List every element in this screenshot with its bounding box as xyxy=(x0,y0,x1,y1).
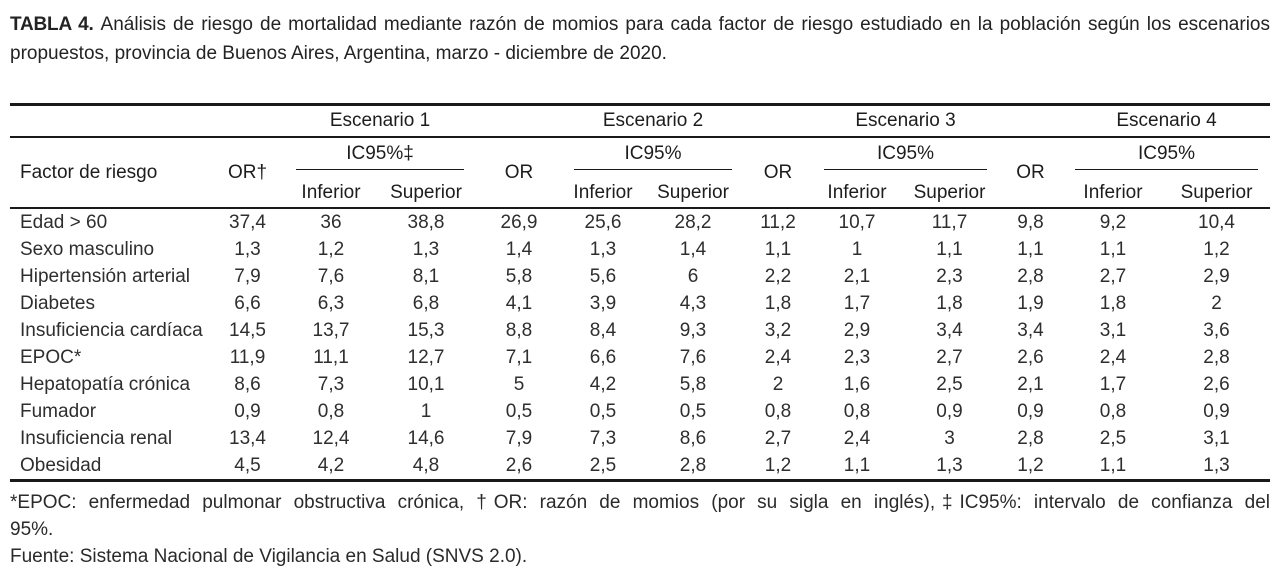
value-cell: 28,2 xyxy=(643,208,743,236)
value-cell: 3,6 xyxy=(1203,319,1230,341)
value-cell: 2,8 xyxy=(679,454,707,476)
value-cell: 4,1 xyxy=(505,292,533,314)
value-cell: 2,5 xyxy=(936,373,963,395)
value-cell: 3,1 xyxy=(1099,319,1127,341)
value-cell: 10,1 xyxy=(407,373,445,395)
value-cell: 2,6 xyxy=(505,454,533,476)
value-cell: 2,3 xyxy=(843,346,871,368)
table-row xyxy=(10,290,1270,317)
ic95-header-2-label: IC95% xyxy=(574,143,732,170)
value-cell: 6,6 xyxy=(234,292,261,314)
value-cell: 1 xyxy=(851,238,863,260)
value-cell: 3,4 xyxy=(936,319,963,341)
value-cell: 38,8 xyxy=(377,208,475,236)
value-cell: 2,1 xyxy=(843,265,871,287)
value-cell: 2,2 xyxy=(764,265,792,287)
value-cell: 1,1 xyxy=(936,238,963,260)
scenario-header-spacer xyxy=(475,105,563,138)
value-cell: 1,3 xyxy=(1203,454,1230,476)
value-cell: 9,2 xyxy=(1063,208,1163,236)
value-cell: 0,5 xyxy=(679,400,707,422)
table-row xyxy=(10,398,1270,425)
value-cell: 8,8 xyxy=(505,319,533,341)
value-cell: 1,1 xyxy=(1099,238,1127,260)
scenario-2-header: Escenario 2 xyxy=(563,105,743,138)
value-cell: 3,9 xyxy=(589,292,617,314)
value-cell: 6,3 xyxy=(317,292,345,314)
abbreviations-note-line2: 95%. xyxy=(10,519,54,540)
value-cell: 1,2 xyxy=(764,454,792,476)
value-cell: 2,1 xyxy=(1017,373,1044,395)
scenario-header-spacer xyxy=(743,105,813,138)
value-cell: 1,4 xyxy=(505,238,533,260)
ic95-header-3 xyxy=(813,137,998,178)
value-cell: 3,4 xyxy=(1017,319,1044,341)
value-cell: 1,9 xyxy=(1017,292,1044,314)
value-cell: 7,6 xyxy=(679,346,707,368)
ci-lower-header-4: Inferior xyxy=(1083,181,1143,203)
value-cell: 2,7 xyxy=(936,346,963,368)
value-cell: 8,1 xyxy=(412,265,440,287)
value-cell: 1,8 xyxy=(936,292,963,314)
value-cell: 5,6 xyxy=(589,265,617,287)
ci-lower-header-1: Inferior xyxy=(301,181,361,203)
value-cell: 2,9 xyxy=(1203,265,1230,287)
value-cell: 1,2 xyxy=(1203,238,1230,260)
value-cell: 2,3 xyxy=(936,265,963,287)
value-cell: 2,4 xyxy=(843,427,871,449)
factor-cell: Fumador xyxy=(20,400,97,422)
value-cell: 3,1 xyxy=(1203,427,1230,449)
value-cell: 11,2 xyxy=(743,208,813,236)
value-cell: 1,1 xyxy=(1099,454,1127,476)
factor-cell: Insuficiencia renal xyxy=(20,427,173,449)
factor-cell: Sexo masculino xyxy=(20,238,155,260)
table-body xyxy=(10,208,1270,481)
value-cell: 13,7 xyxy=(312,319,350,341)
value-cell: 1,3 xyxy=(412,238,440,260)
table-caption xyxy=(10,10,1270,68)
abbreviations-note-line1: *EPOC: enfermedad pulmonar obstructiva crónica, †OR: razón de momios (por su sigla en inglés),‡IC95%: intervalo de confianza del xyxy=(10,492,1270,513)
ic95-header-2 xyxy=(563,137,743,178)
value-cell: 1 xyxy=(420,400,432,422)
value-cell: 6,6 xyxy=(589,346,617,368)
value-cell: 9,8 xyxy=(998,208,1063,236)
value-cell: 1,1 xyxy=(843,454,871,476)
ci-upper-header-2: Superior xyxy=(657,181,729,203)
measure-header-row xyxy=(10,137,1270,178)
value-cell: 6 xyxy=(687,265,699,287)
value-cell: 1,3 xyxy=(234,238,261,260)
value-cell: 12,4 xyxy=(312,427,350,449)
value-cell: 37,4 xyxy=(210,208,285,236)
value-cell: 1,1 xyxy=(1017,238,1044,260)
table-row xyxy=(10,452,1270,481)
table-row xyxy=(10,371,1270,398)
value-cell: 8,4 xyxy=(589,319,617,341)
value-cell: 13,4 xyxy=(229,427,266,449)
value-cell: 10,7 xyxy=(813,208,901,236)
ci-lower-header-2: Inferior xyxy=(573,181,633,203)
value-cell: 1,2 xyxy=(317,238,345,260)
value-cell: 0,8 xyxy=(843,400,871,422)
value-cell: 7,3 xyxy=(317,373,345,395)
value-cell: 8,6 xyxy=(679,427,707,449)
value-cell: 1,8 xyxy=(764,292,792,314)
table-caption-text: Análisis de riesgo de mortalidad mediante razón de momios para cada factor de riesgo estudiado en la población según los escenarios propuestos, provincia de Buenos Aires, Argentina, marzo - diciembre de 2020. xyxy=(10,14,1270,64)
value-cell: 0,9 xyxy=(936,400,963,422)
ic95-header-3-label: IC95% xyxy=(824,143,987,170)
scenario-header-row xyxy=(10,105,1270,138)
value-cell: 2,8 xyxy=(1017,427,1044,449)
factor-cell: Obesidad xyxy=(20,454,102,476)
value-cell: 1,7 xyxy=(843,292,871,314)
value-cell: 10,4 xyxy=(1163,208,1270,236)
value-cell: 4,3 xyxy=(679,292,707,314)
factor-cell: Insuficiencia cardíaca xyxy=(20,319,203,341)
risk-table xyxy=(10,103,1270,482)
factor-cell: Hipertensión arterial xyxy=(20,265,191,287)
value-cell: 11,1 xyxy=(313,346,349,368)
ic95-header-4 xyxy=(1063,137,1270,178)
value-cell: 0,8 xyxy=(1099,400,1127,422)
table-number-label: TABLA 4. xyxy=(10,14,94,35)
value-cell: 4,2 xyxy=(317,454,345,476)
value-cell: 5 xyxy=(513,373,525,395)
value-cell: 1,2 xyxy=(1017,454,1044,476)
value-cell: 1,1 xyxy=(764,238,792,260)
value-cell: 2 xyxy=(1211,292,1222,314)
table-row xyxy=(10,317,1270,344)
or-header-1: OR† xyxy=(227,161,268,183)
value-cell: 7,3 xyxy=(589,427,617,449)
table-row xyxy=(10,344,1270,371)
ic95-header-1-label: IC95%‡ xyxy=(296,143,463,170)
value-cell: 0,9 xyxy=(1017,400,1044,422)
ci-lower-header-3: Inferior xyxy=(827,181,887,203)
factor-column-header: Factor de riesgo xyxy=(20,161,158,183)
table-row xyxy=(10,208,1270,236)
scenario-1-header: Escenario 1 xyxy=(285,105,475,138)
value-cell: 11,7 xyxy=(901,208,998,236)
scenario-3-header: Escenario 3 xyxy=(813,105,998,138)
value-cell: 0,5 xyxy=(589,400,617,422)
value-cell: 5,8 xyxy=(679,373,707,395)
ic95-header-1 xyxy=(285,137,475,178)
value-cell: 4,8 xyxy=(412,454,440,476)
value-cell: 0,9 xyxy=(1203,400,1230,422)
value-cell: 4,2 xyxy=(589,373,617,395)
value-cell: 1,6 xyxy=(843,373,871,395)
table-row xyxy=(10,263,1270,290)
or-header-4: OR xyxy=(1016,161,1045,183)
value-cell: 1,8 xyxy=(1099,292,1127,314)
value-cell: 2,4 xyxy=(764,346,792,368)
footnotes xyxy=(10,489,1270,570)
scenario-4-header: Escenario 4 xyxy=(1063,105,1270,138)
ic95-header-4-label: IC95% xyxy=(1075,143,1257,170)
value-cell: 7,6 xyxy=(317,265,345,287)
value-cell: 4,5 xyxy=(234,454,261,476)
value-cell: 14,6 xyxy=(407,427,445,449)
value-cell: 2,7 xyxy=(1099,265,1127,287)
value-cell: 5,8 xyxy=(505,265,533,287)
value-cell: 7,1 xyxy=(505,346,533,368)
ci-upper-header-4: Superior xyxy=(1180,181,1253,203)
ci-upper-header-3: Superior xyxy=(913,181,986,203)
value-cell: 25,6 xyxy=(563,208,643,236)
value-cell: 0,8 xyxy=(764,400,792,422)
value-cell: 15,3 xyxy=(407,319,445,341)
value-cell: 11,9 xyxy=(229,346,266,368)
value-cell: 14,5 xyxy=(229,319,266,341)
value-cell: 0,9 xyxy=(234,400,261,422)
value-cell: 2,5 xyxy=(589,454,617,476)
value-cell: 1,7 xyxy=(1099,373,1127,395)
value-cell: 2,6 xyxy=(1017,346,1044,368)
ci-upper-header-1: Superior xyxy=(390,181,462,203)
factor-cell: EPOC* xyxy=(20,346,82,368)
scenario-header-spacer xyxy=(10,105,285,138)
factor-cell: Hepatopatía crónica xyxy=(20,373,191,395)
value-cell: 1,3 xyxy=(589,238,617,260)
value-cell: 8,6 xyxy=(234,373,261,395)
value-cell: 2,7 xyxy=(764,427,792,449)
table-row xyxy=(10,425,1270,452)
value-cell: 2,9 xyxy=(843,319,871,341)
factor-cell: Edad > 60 xyxy=(10,208,210,236)
value-cell: 3 xyxy=(944,427,955,449)
scenario-header-spacer xyxy=(998,105,1063,138)
value-cell: 2,8 xyxy=(1203,346,1230,368)
value-cell: 36 xyxy=(285,208,377,236)
table-row xyxy=(10,236,1270,263)
or-header-3: OR xyxy=(763,161,793,183)
value-cell: 2,8 xyxy=(1017,265,1044,287)
value-cell: 3,2 xyxy=(764,319,792,341)
value-cell: 7,9 xyxy=(505,427,533,449)
value-cell: 0,8 xyxy=(317,400,345,422)
value-cell: 2,6 xyxy=(1203,373,1230,395)
value-cell: 12,7 xyxy=(407,346,445,368)
value-cell: 7,9 xyxy=(234,265,261,287)
value-cell: 2,5 xyxy=(1099,427,1127,449)
value-cell: 1,3 xyxy=(936,454,963,476)
table-header xyxy=(10,105,1270,209)
value-cell: 1,4 xyxy=(679,238,707,260)
value-cell: 2,4 xyxy=(1099,346,1127,368)
value-cell: 9,3 xyxy=(679,319,707,341)
value-cell: 26,9 xyxy=(475,208,563,236)
or-header-2: OR xyxy=(504,161,534,183)
value-cell: 0,5 xyxy=(505,400,533,422)
source-note: Fuente: Sistema Nacional de Vigilancia en Salud (SNVS 2.0). xyxy=(10,546,528,567)
factor-cell: Diabetes xyxy=(20,292,95,314)
value-cell: 6,8 xyxy=(412,292,440,314)
value-cell: 2 xyxy=(772,373,784,395)
